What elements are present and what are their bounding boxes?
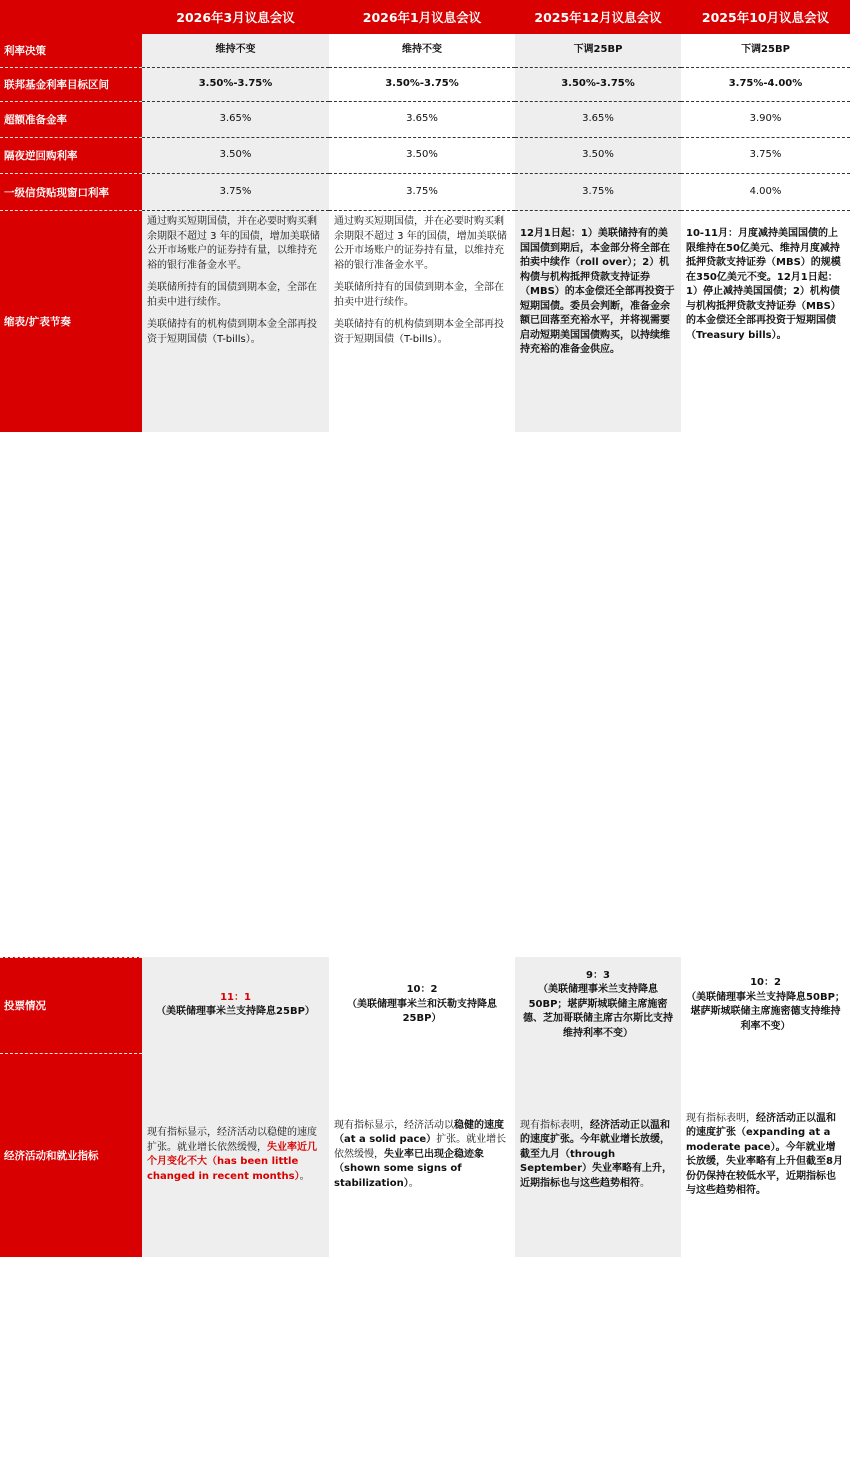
economy-c2-c: 扩张。就业增长依然缓慢， [334,1134,507,1160]
discount-rate-c2: 3.75% [329,173,515,210]
economy-c3-c: 。 [640,1177,650,1189]
balance-sheet-c2-p3: 美联储持有的机构债到期本金全部再投资于短期国债（T-bills）。 [334,319,504,345]
ioer-c2: 3.65% [329,101,515,137]
economy-c2-a: 现有指标显示，经济活动以 [334,1119,454,1131]
balance-sheet-c2-p1: 通过购买短期国债，并在必要时购买剩余期限不超过 3 年的国债，增加美联储公开市场账户的证券持有量，以维持充裕的银行准备金水平。 [334,216,507,271]
row-label-economy: 经济活动和就业指标 [0,1053,142,1257]
economy-c3 [515,1053,681,1257]
row-label-fed-funds-range: 联邦基金利率目标区间 [0,67,142,101]
fed-funds-range-c3: 3.50%-3.75% [515,67,681,101]
row-label-rate-decision: 利率决策 [0,34,142,67]
row-label-discount-rate: 一级信贷贴现窗口利率 [0,173,142,210]
ioer-c1: 3.65% [142,101,329,137]
on-rrp-c3: 3.50% [515,137,681,173]
vote-c1-ratio: 11：1 [220,991,251,1003]
vote-c3-ratio: 9：3 [586,969,610,981]
economy-c2-b: 稳健的速度（at a solid pace） [334,1119,504,1146]
vote-c4 [681,957,850,1053]
row-label-balance-sheet: 缩表/扩表节奏 [0,210,142,432]
on-rrp-c2: 3.50% [329,137,515,173]
vote-c2-detail: （美联储理事米兰和沃勒支持降息25BP） [347,998,497,1025]
vote-c4-detail: （美联储理事米兰支持降息50BP；堪萨斯城联储主席施密德支持维持利率不变） [686,991,845,1032]
ioer-c3: 3.65% [515,101,681,137]
economy-c1-highlight: 失业率近几个月变化不大（has been little changed in recent months） [147,1141,317,1182]
fed-funds-range-c2: 3.50%-3.75% [329,67,515,101]
economy-c3-a: 现有指标表明， [520,1119,590,1131]
row-label-ioer: 超额准备金率 [0,101,142,137]
economy-c2-d: 失业率已出现企稳迹象（shown some signs of stabilization） [334,1148,484,1189]
vote-c3-detail: （美联储理事米兰支持降息50BP；堪萨斯城联储主席施密德、芝加哥联储主席古尔斯比支持维持利率不变） [523,984,673,1039]
on-rrp-c1: 3.50% [142,137,329,173]
balance-sheet-c1 [142,210,329,432]
fed-funds-range-c1: 3.50%-3.75% [142,67,329,101]
balance-sheet-c4: 10-11月：月度减持美国国债的上限维持在50亿美元、维持月度减持抵押贷款支持证券（MBS）的规模在350亿美元不变。12月1日起：1）停止减持美国国债；2）机构债与机构抵押贷款支持证券（MBS）的本金偿还全部再投资于短期国债（Treasury bills）。 [681,210,850,432]
discount-rate-c4: 4.00% [681,173,850,210]
economy-c4 [681,1053,850,1257]
vote-c3 [515,957,681,1053]
balance-sheet-c1-p1: 通过购买短期国债，并在必要时购买剩余期限不超过 3 年的国债，增加美联储公开市场账户的证券持有量，以维持充裕的银行准备金水平。 [147,216,320,271]
header-2026-01: 2026年1月议息会议 [329,0,515,34]
vote-c1 [142,957,329,1053]
rate-decision-c2: 维持不变 [402,44,442,56]
economy-c2 [329,1053,515,1257]
header-2025-12: 2025年12月议息会议 [515,0,681,34]
economy-c4-c: 。今年就业增长放缓，失业率略有上升但截至8月份仍保持在较低水平，近期指标也与这些趋势相符。 [686,1141,843,1196]
on-rrp-c4: 3.75% [681,137,850,173]
discount-rate-c1: 3.75% [142,173,329,210]
ioer-c4: 3.90% [681,101,850,137]
fed-funds-range-c4: 3.75%-4.00% [681,67,850,101]
vote-c2 [329,957,515,1053]
row-label-on-rrp: 隔夜逆回购利率 [0,137,142,173]
header-2025-10: 2025年10月议息会议 [681,0,850,34]
vote-c1-detail: （美联储理事米兰支持降息25BP） [156,1006,315,1017]
header-corner [0,0,142,34]
balance-sheet-c2 [329,210,515,432]
discount-rate-c3: 3.75% [515,173,681,210]
rate-decision-c4: 下调25BP [741,44,790,56]
economy-c4-b: 经济活动正以温和的速度扩张（expanding at a moderate pace） [686,1112,836,1153]
vote-c4-ratio: 10：2 [750,977,781,988]
vote-c2-ratio: 10：2 [406,984,438,996]
balance-sheet-c3: 12月1日起：1）美联储持有的美国国债到期后，本金部分将全部在拍卖中续作（roll over）；2）机构债与机构抵押贷款支持证券（MBS）的本金偿还全部再投资于短期国债。委员会判断，准备金余额已回落至充裕水平，并将视需要启动短期美国国债购买，以持续维持充裕的准备金供应。 [515,210,681,432]
balance-sheet-c2-p2: 美联储所持有的国债到期本金，全部在拍卖中进行续作。 [334,282,504,308]
economy-c3-b: 经济活动正以温和的速度扩张。今年就业增长放缓，截至九月（through September）失业率略有上升，近期指标也与这些趋势相符 [520,1119,672,1189]
balance-sheet-c1-p2: 美联储所持有的国债到期本金，全部在拍卖中进行续作。 [147,282,317,308]
economy-c1-a: 现有指标显示，经济活动以稳健的速度扩张。就业增长依然缓慢， [147,1127,317,1153]
balance-sheet-c1-p3: 美联储持有的机构债到期本金全部再投资于短期国债（T-bills）。 [147,319,317,345]
header-2026-03: 2026年3月议息会议 [142,0,329,34]
economy-c1-c: 。 [299,1170,310,1182]
economy-c1 [142,1053,329,1257]
rate-decision-c3: 下调25BP [515,34,681,67]
row-label-vote: 投票情况 [0,957,142,1053]
rate-decision-c1: 维持不变 [142,34,329,67]
economy-c2-e: 。 [408,1177,419,1189]
economy-c4-a: 现有指标表明， [686,1112,756,1124]
